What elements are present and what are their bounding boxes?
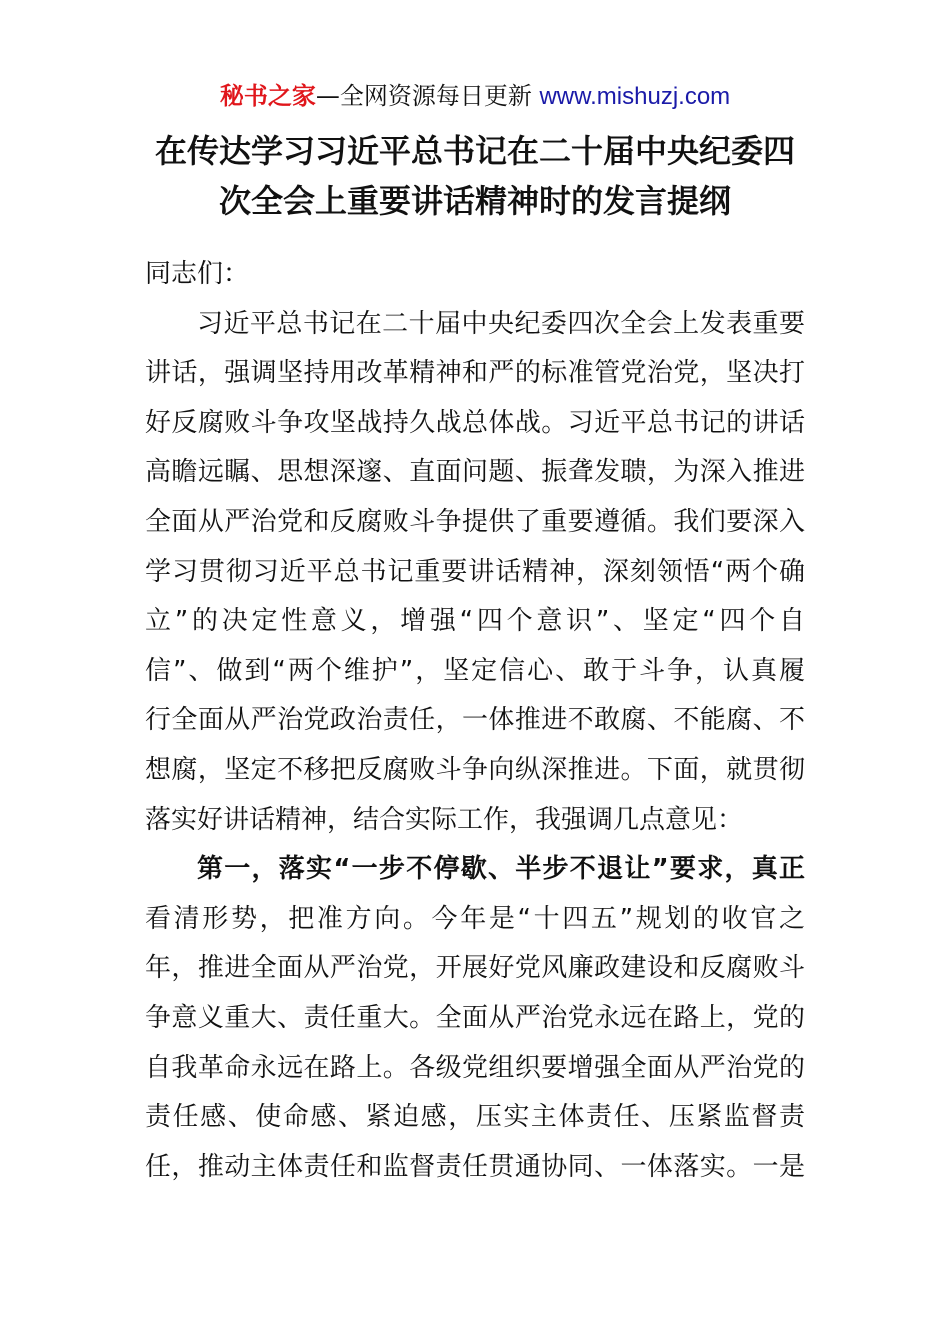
paragraph-line: 立”的决定性意义，增强“四个意识”、坚定“四个自 — [145, 606, 805, 637]
site-tagline: —全网资源每日更新 — [315, 82, 540, 110]
paragraph-line: 行全面从严治党政治责任，一体推进不敢腐、不能腐、不 — [145, 705, 805, 736]
paragraph-line: 讲话，强调坚持用改革精神和严的标准管党治党，坚决打 — [145, 358, 805, 389]
paragraph-line: 全面从严治党和反腐败斗争提供了重要遵循。我们要深入 — [145, 506, 805, 537]
site-url-link[interactable]: www.mishuzj.com — [539, 83, 731, 110]
paragraph-line: 年，推进全面从严治党，开展好党风廉政建设和反腐败斗 — [145, 953, 805, 984]
site-header — [0, 80, 950, 113]
paragraph-line: 看清形势，把准方向。今年是“十四五”规划的收官之 — [145, 903, 805, 934]
paragraph-line: 高瞻远瞩、思想深邃、直面问题、振聋发聩，为深入推进 — [145, 457, 805, 488]
paragraph-line: 责任感、使命感、紧迫感，压实主体责任、压紧监督责 — [145, 1102, 805, 1133]
salutation: 同志们： — [145, 259, 250, 289]
title-line-2: 次全会上重要讲话精神时的发言提纲 — [218, 182, 731, 220]
paragraph-2 — [145, 845, 805, 1192]
paragraph-line: 任，推动主体责任和监督责任贯通协同、一体落实。一是 — [145, 1151, 805, 1182]
paragraph-line: 学习贯彻习近平总书记重要讲话精神，深刻领悟“两个确 — [145, 556, 805, 587]
paragraph-line: 信”、做到“两个维护”，坚定信心、敢于斗争，认真履 — [145, 655, 805, 686]
document-title — [100, 126, 850, 226]
paragraph-line: 好反腐败斗争攻坚战持久战总体战。习近平总书记的讲话 — [145, 407, 805, 438]
paragraph-line: 自我革命永远在路上。各级党组织要增强全面从严治党的 — [145, 1052, 805, 1083]
title-line-1: 在传达学习习近平总书记在二十届中央纪委四 — [154, 132, 795, 170]
document-body — [145, 250, 805, 1192]
site-brand: 秘书之家 — [219, 82, 316, 110]
paragraph-line: 习近平总书记在二十届中央纪委四次全会上发表重要 — [197, 308, 805, 339]
paragraph-line: 争意义重大、责任重大。全面从严治党永远在路上，党的 — [145, 1002, 805, 1033]
paragraph-line: 第一，落实“一步不停歇、半步不退让”要求，真正 — [197, 854, 805, 885]
paragraph-line: 落实好讲话精神，结合实际工作，我强调几点意见： — [145, 804, 744, 835]
paragraph-1 — [145, 300, 805, 846]
paragraph-line: 想腐，坚定不移把反腐败斗争向纵深推进。下面，就贯彻 — [145, 754, 805, 785]
